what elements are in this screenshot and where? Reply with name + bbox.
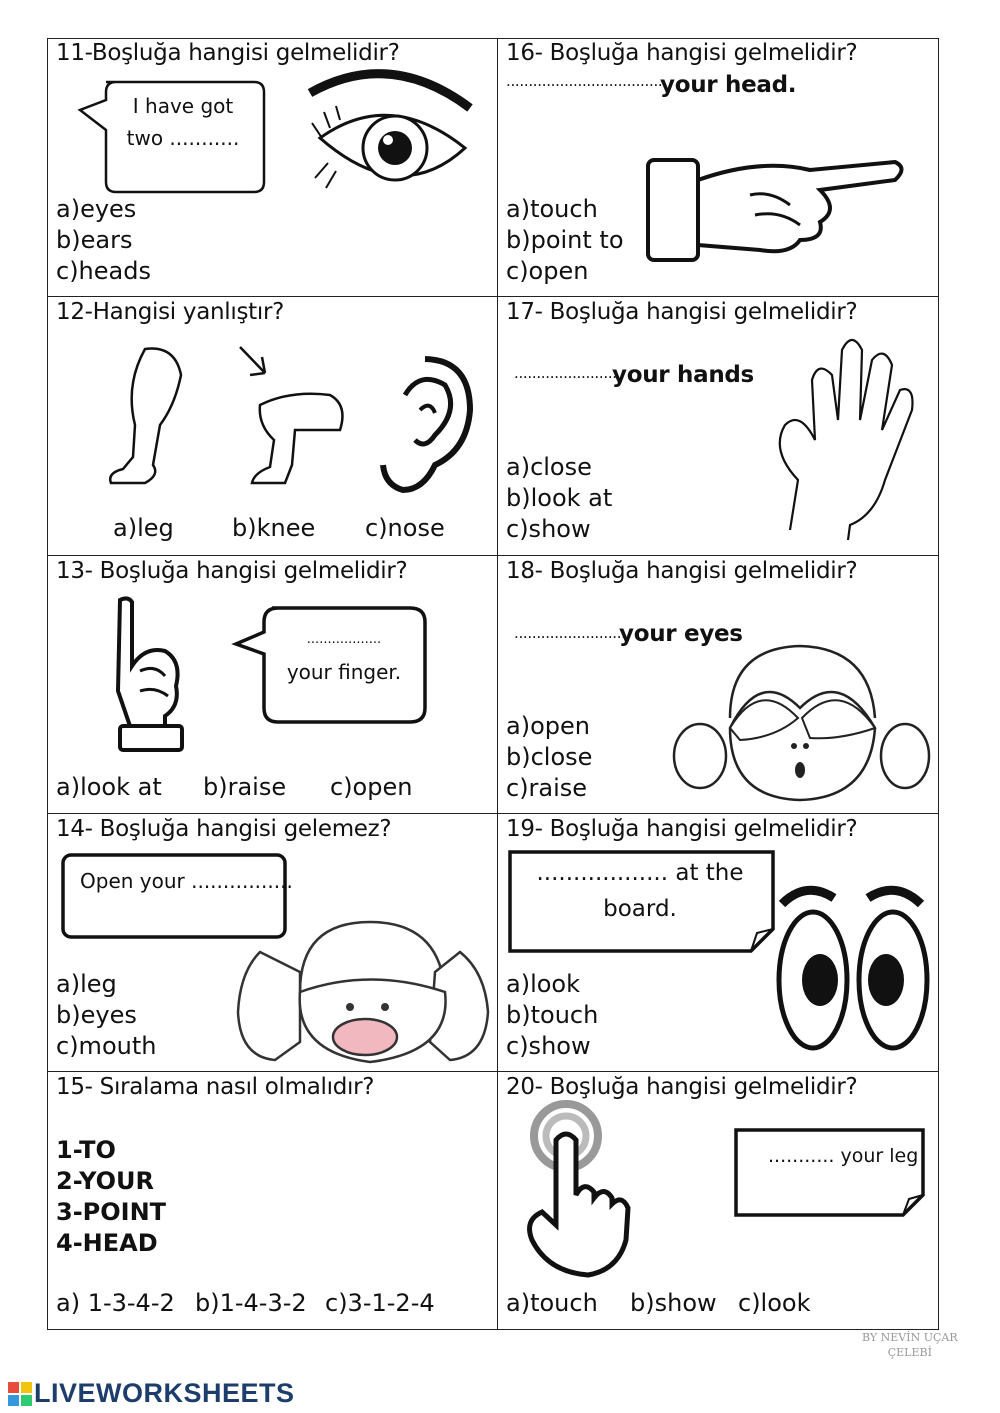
option-c[interactable]: c)show <box>506 1032 591 1060</box>
option-a[interactable]: a)open <box>506 712 590 740</box>
blank: .......................... <box>514 624 631 642</box>
option-b[interactable]: b)close <box>506 743 593 771</box>
option-b[interactable]: b)ears <box>56 226 133 254</box>
phrase: your head. <box>660 72 797 98</box>
eye-icon <box>300 68 480 208</box>
option-a[interactable]: a)touch <box>506 1289 598 1317</box>
phrase: your eyes <box>619 621 743 647</box>
row-divider <box>47 296 939 297</box>
question-title: 13- Boşluğa hangisi gelmelidir? <box>56 558 408 584</box>
option-c[interactable]: c)mouth <box>56 1032 157 1060</box>
raised-finger-icon <box>110 596 190 756</box>
question-title: 17- Boşluğa hangisi gelmelidir? <box>506 299 858 325</box>
column-divider <box>497 38 498 1330</box>
option-a[interactable]: a)leg <box>113 514 174 542</box>
option-c[interactable]: c)open <box>506 257 589 285</box>
option-c[interactable]: c)heads <box>56 257 151 285</box>
question-title: 20- Boşluğa hangisi gelmelidir? <box>506 1074 858 1100</box>
cartoon-eyes-icon <box>776 880 931 1060</box>
open-hand-icon <box>760 330 925 540</box>
blank: ................................... <box>506 72 663 90</box>
option-c[interactable]: c)3-1-2-4 <box>325 1289 435 1317</box>
order-item: 2-YOUR <box>56 1167 155 1195</box>
tapping-hand-icon <box>518 1100 638 1280</box>
note-card <box>733 1127 927 1219</box>
ear-icon <box>375 355 475 500</box>
note-text: ........... your leg <box>768 1145 919 1167</box>
question-title: 12-Hangisi yanlıştır? <box>56 299 285 325</box>
option-a[interactable]: a)touch <box>506 195 598 223</box>
leg-icon <box>105 345 190 490</box>
order-item: 4-HEAD <box>56 1229 158 1257</box>
question-title: 14- Boşluğa hangisi gelemez? <box>56 816 392 842</box>
signature-line-1: BY NEVİN UÇAR <box>862 1331 958 1344</box>
question-title: 19- Boşluğa hangisi gelmelidir? <box>506 816 858 842</box>
option-b[interactable]: b)show <box>630 1289 717 1317</box>
question-title: 18- Boşluğa hangisi gelmelidir? <box>506 558 858 584</box>
bubble-line-2: two ........... <box>126 126 240 150</box>
option-b[interactable]: b)knee <box>232 514 316 542</box>
monkey-covering-eyes-icon <box>670 628 930 813</box>
liveworksheets-logo-icon <box>8 1382 32 1406</box>
signature-line-2: ÇELEBİ <box>887 1346 932 1360</box>
row-divider <box>47 555 939 556</box>
option-b[interactable]: b)point to <box>506 226 624 254</box>
option-b[interactable]: b)touch <box>506 1001 599 1029</box>
option-c[interactable]: c)show <box>506 515 591 543</box>
option-b[interactable]: b)eyes <box>56 1001 137 1029</box>
option-b[interactable]: b)look at <box>506 484 613 512</box>
monkey-covering-ears-icon <box>230 912 495 1072</box>
option-c[interactable]: c)look <box>738 1289 811 1317</box>
question-title: 16- Boşluğa hangisi gelmelidir? <box>506 40 858 66</box>
order-item: 3-POINT <box>56 1198 167 1226</box>
blank: ....................... <box>514 364 617 382</box>
question-title: 11-Boşluğa hangisi gelmelidir? <box>56 40 400 66</box>
knee-icon <box>230 345 350 490</box>
note-line-1: .................. at the <box>536 860 744 886</box>
option-a[interactable]: a)look at <box>56 773 162 801</box>
bubble-line-2: your finger. <box>286 660 402 684</box>
bubble-line-1: I have got <box>132 94 234 118</box>
brand-name[interactable]: LIVEWORKSHEETS <box>34 1378 295 1408</box>
option-b[interactable]: b)1-4-3-2 <box>195 1289 307 1317</box>
text-box-content: Open your ................ <box>80 869 293 893</box>
option-c[interactable]: c)raise <box>506 774 588 802</box>
note-line-2: board. <box>603 896 677 922</box>
option-a[interactable]: a)leg <box>56 970 117 998</box>
option-c[interactable]: c)nose <box>365 514 445 542</box>
option-b[interactable]: b)raise <box>203 773 287 801</box>
phrase: your hands <box>612 362 754 388</box>
author-signature <box>862 1330 958 1361</box>
option-c[interactable]: c)open <box>330 773 413 801</box>
row-divider <box>47 813 939 814</box>
question-title: 15- Sıralama nasıl olmalıdır? <box>56 1074 375 1100</box>
option-a[interactable]: a)look <box>506 970 581 998</box>
bubble-line-1: .................. <box>306 632 382 647</box>
option-a[interactable]: a)close <box>506 453 592 481</box>
option-a[interactable]: a)eyes <box>56 195 137 223</box>
option-a[interactable]: a) 1-3-4-2 <box>56 1289 175 1317</box>
pointing-hand-icon <box>640 150 910 270</box>
order-item: 1-TO <box>56 1136 116 1164</box>
